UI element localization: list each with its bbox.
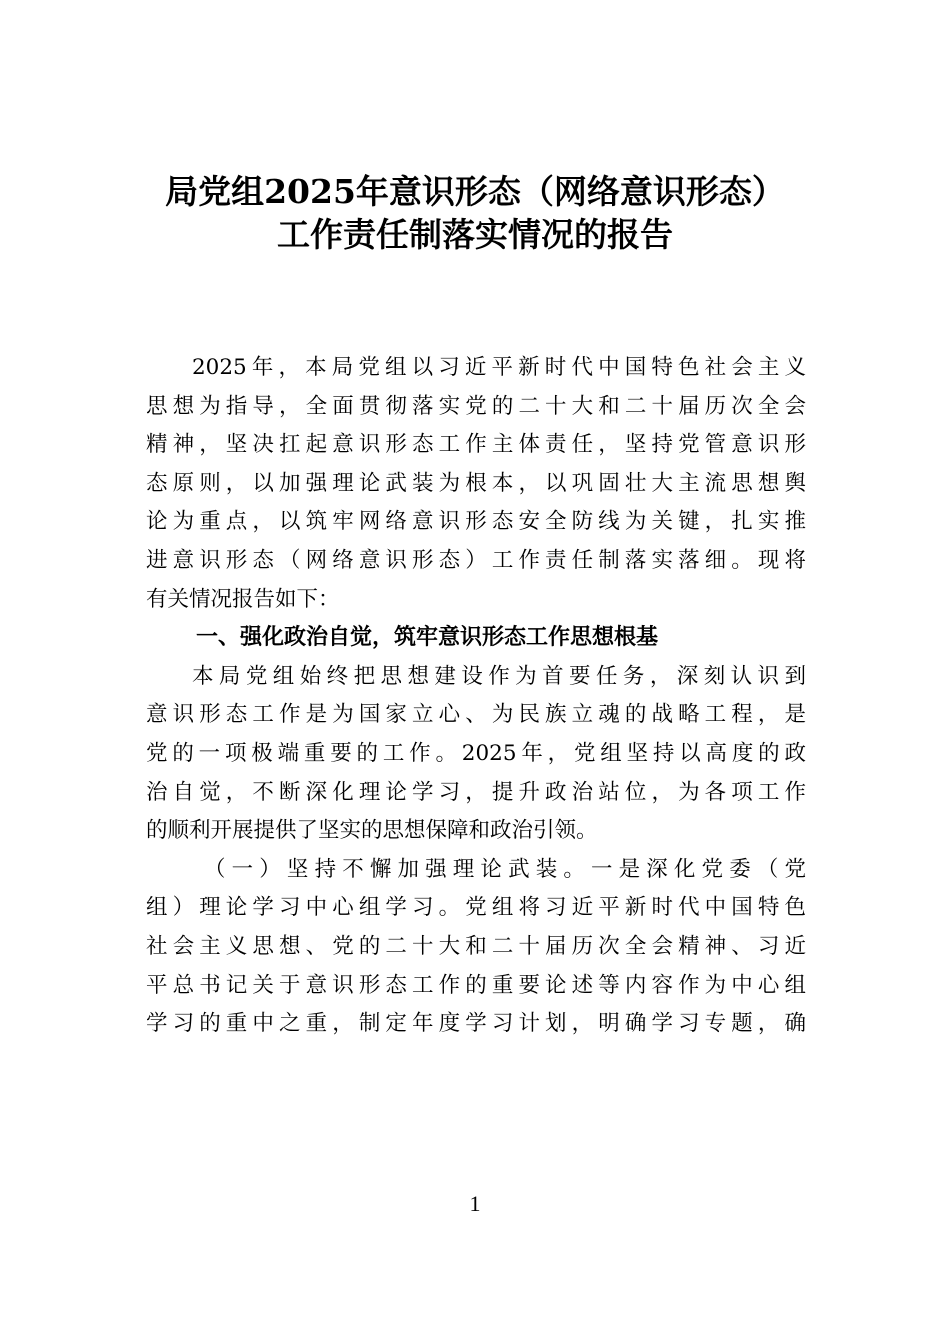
subsection-1-line: （一）坚持不懈加强理论武装。一是深化党委（党 xyxy=(204,856,806,882)
section-1-line: 的顺利开展提供了坚实的思想保障和政治引领。 xyxy=(146,818,598,844)
section-1-heading: 一、强化政治自觉，筑牢意识形态工作思想根基 xyxy=(196,625,659,651)
intro-line: 2025年，本局党组以习近平新时代中国特色社会主义 xyxy=(192,355,806,380)
section-1-line: 本局党组始终把思想建设作为首要任务，深刻认识到 xyxy=(192,663,806,689)
subsection-1-line: 平总书记关于意识形态工作的重要论述等内容作为中心组 xyxy=(146,972,806,998)
intro-line: 有关情况报告如下： xyxy=(146,586,340,612)
section-1-line: 意识形态工作是为国家立心、为民族立魂的战略工程，是 xyxy=(146,702,806,728)
document-title-line-1: 局党组2025年意识形态（网络意识形态） xyxy=(165,172,785,211)
intro-line: 思想为指导，全面贯彻落实党的二十大和二十届历次全会 xyxy=(146,393,806,419)
intro-paragraph xyxy=(146,349,806,619)
document-title-line-2: 工作责任制落实情况的报告 xyxy=(277,215,673,254)
intro-line: 进意识形态（网络意识形态）工作责任制落实落细。现将 xyxy=(146,547,806,573)
intro-line: 态原则，以加强理论武装为根本，以巩固壮大主流思想舆 xyxy=(146,470,806,496)
section-1-line: 党的一项极端重要的工作。2025年，党组坚持以高度的政 xyxy=(146,740,806,766)
subsection-1-line: 组）理论学习中心组学习。党组将习近平新时代中国特色 xyxy=(146,895,806,921)
subsection-1-paragraph xyxy=(146,851,806,1044)
subsection-1-line: 学习的重中之重，制定年度学习计划，明确学习专题，确 xyxy=(146,1011,806,1037)
document-body xyxy=(146,349,806,1044)
intro-line: 精神，坚决扛起意识形态工作主体责任，坚持党管意识形 xyxy=(146,432,806,458)
intro-line: 论为重点，以筑牢网络意识形态安全防线为关键，扎实推 xyxy=(146,509,806,535)
section-1-paragraph xyxy=(146,658,806,851)
page-number: 1 xyxy=(469,1191,481,1216)
section-1-line: 治自觉，不断深化理论学习，提升政治站位，为各项工作 xyxy=(146,779,806,805)
subsection-1-line: 社会主义思想、党的二十大和二十届历次全会精神、习近 xyxy=(146,933,806,959)
